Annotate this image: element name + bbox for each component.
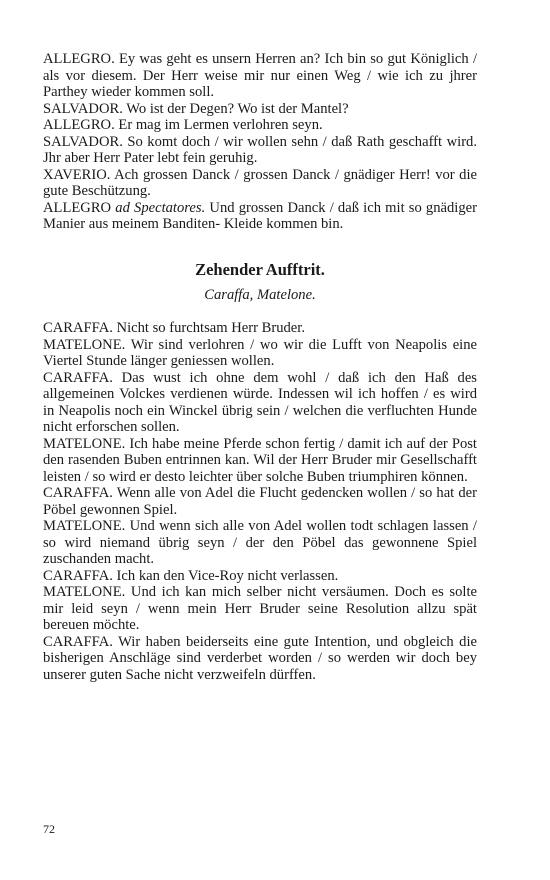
dialogue-line (43, 485, 477, 518)
dialogue-line (43, 134, 477, 167)
speech-text: Nicht so furchtsam Herr Bruder. (112, 320, 305, 336)
dialogue-line (43, 51, 477, 101)
speaker-name: ALLEGRO (43, 199, 112, 216)
dialogue-block-previous-scene (43, 51, 477, 233)
dialogue-line (43, 584, 477, 634)
speech-text: Ach grossen Danck / grossen Danck / gnädiger Herr! vor die gute Beschützung. (43, 166, 477, 199)
dialogue-line (43, 370, 477, 436)
speech-text: Wo ist der Degen? Wo ist der Mantel? (122, 100, 349, 117)
speech-text: Und grossen Danck / daß ich mit so gnädiger Manier aus meinem Banditen- Kleide kommen bin. (43, 199, 477, 232)
scene-heading: Zehender Aufftrit. (195, 260, 325, 279)
speech-text: Wenn alle von Adel die Flucht gedencken wollen / so hat der Pöbel gewonnen Spiel. (43, 485, 477, 518)
speech-text: So komt doch / wir wollen sehn / daß Rath geschafft wird. Jhr aber Herr Pater lebt fein geruhig. (43, 133, 477, 166)
dialogue-line (43, 518, 477, 568)
speech-text: Wir haben beiderseits eine gute Intention, und obgleich die bisherigen Anschläge sind verderbet worden / so werden wir doch bey unserer guten Sache nicht verzweifeln dürffen. (43, 633, 477, 683)
dialogue-line (43, 117, 477, 134)
dialogue-line (43, 320, 477, 337)
speaker-name: MATELONE. (43, 518, 126, 534)
speech-text: Ich habe meine Pferde schon fertig / damit ich auf der Post den rasenden Buben entrinnen kan. Wil der Herr Bruder mir Gesellschafft leisten / so wird er desto leichter über solche Buben triumphiren können. (43, 435, 477, 485)
dialogue-line (43, 634, 477, 684)
dialogue-line (43, 337, 477, 370)
dialogue-line (43, 436, 477, 486)
speech-text: Wir sind verlohren / wo wir die Lufft von Neapolis eine Viertel Stunde länger geniessen wollen. (43, 336, 477, 369)
speaker-name: CARAFFA. (43, 567, 113, 584)
dialogue-block-scene-ten (43, 320, 477, 683)
speaker-name: CARAFFA. (43, 633, 113, 650)
stage-direction: ad Spectatores. (111, 199, 206, 216)
speaker-name: SALVADOR. (43, 100, 123, 117)
speaker-name: ALLEGRO. (43, 51, 115, 67)
speaker-name: XAVERIO. (43, 166, 111, 183)
speaker-name: SALVADOR. (43, 133, 123, 150)
speaker-name: ALLEGRO. (43, 117, 115, 133)
speaker-name: CARAFFA. (43, 485, 113, 501)
speech-text: Ich kan den Vice-Roy nicht verlassen. (112, 567, 339, 584)
speaker-name: MATELONE. (43, 336, 126, 353)
dialogue-line (43, 200, 477, 233)
speaker-name: MATELONE. (43, 435, 126, 452)
speaker-name: CARAFFA. (43, 369, 113, 386)
speech-text: Ey was geht es unsern Herren an? Ich bin so gut Königlich / als vor diesem. Der Herr weise mir nur einen Weg / wie ich zu jhrer Parthey wieder kommen soll. (43, 51, 477, 100)
speaker-name: MATELONE. (43, 584, 126, 600)
page-number: 72 (43, 822, 55, 836)
dialogue-line (43, 568, 477, 585)
speech-text: Und ich kan mich selber nicht versäumen. Doch es solte mir leid seyn / wenn mein Herr Bruder seine Resolution allzu spät bereuen möchte. (43, 584, 477, 633)
speech-text: Er mag im Lermen verlohren seyn. (114, 117, 323, 133)
speech-text: Und wenn sich alle von Adel wollen todt schlagen lassen / so wird niemand übrig seyn / der den Pöbel das gewonnene Spiel zuschanden macht. (43, 518, 477, 567)
speaker-name: CARAFFA. (43, 320, 113, 336)
scene-cast-list: Caraffa, Matelone. (204, 287, 316, 303)
speech-text: Das wust ich ohne dem wohl / daß ich den Haß des allgemeinen Volckes verdienen würde. Indessen wil ich hoffen / es wird in Neapolis noch ein Winckel übrig sein / welchen die verfluchten Hunde nicht erforschen sollen. (43, 369, 477, 435)
dialogue-line (43, 167, 477, 200)
dialogue-line (43, 101, 477, 118)
